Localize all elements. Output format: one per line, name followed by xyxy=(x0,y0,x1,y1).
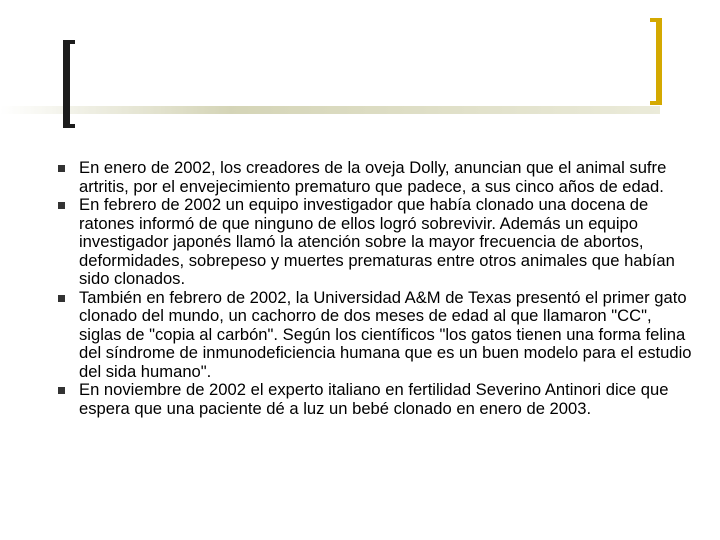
right-bracket-decoration xyxy=(650,18,662,105)
bullet-text: En noviembre de 2002 el experto italiano en fertilidad Severino Antinori dice que espera que una paciente dé a luz un bebé clonado en enero de 2003. xyxy=(79,380,669,418)
bullet-text: En enero de 2002, los creadores de la oveja Dolly, anuncian que el animal sufre artritis, por el envejecimiento prematuro que padece, a sus cinco años de edad. xyxy=(79,158,667,196)
square-bullet-icon xyxy=(58,295,65,302)
bullet-item xyxy=(58,289,698,382)
bullet-item xyxy=(58,381,698,418)
decorative-divider-line xyxy=(0,106,660,114)
bullet-item xyxy=(58,196,698,289)
square-bullet-icon xyxy=(58,165,65,172)
bullet-text: En febrero de 2002 un equipo investigador que había clonado una docena de ratones informó de que ninguno de ellos logró sobrevivir. Además un equipo investigador japonés llamó la atención sobre la mayor frecuencia de abortos, deformidades, sobrepeso y muertes prematuras entre otros animales que habían sido clonados. xyxy=(79,195,675,288)
bullet-text: También en febrero de 2002, la Universidad A&M de Texas presentó el primer gato clonado del mundo, un cachorro de dos meses de edad al que llamaron "CC", siglas de "copia al carbón". Según los científicos "los gatos tienen una forma felina del síndrome de inmunodeficiencia humana que es un buen modelo para el estudio del sida humano". xyxy=(79,287,692,381)
square-bullet-icon xyxy=(58,387,65,394)
bullet-list xyxy=(58,159,698,418)
bullet-item xyxy=(58,159,698,196)
left-bracket-decoration xyxy=(63,40,75,128)
square-bullet-icon xyxy=(58,202,65,209)
